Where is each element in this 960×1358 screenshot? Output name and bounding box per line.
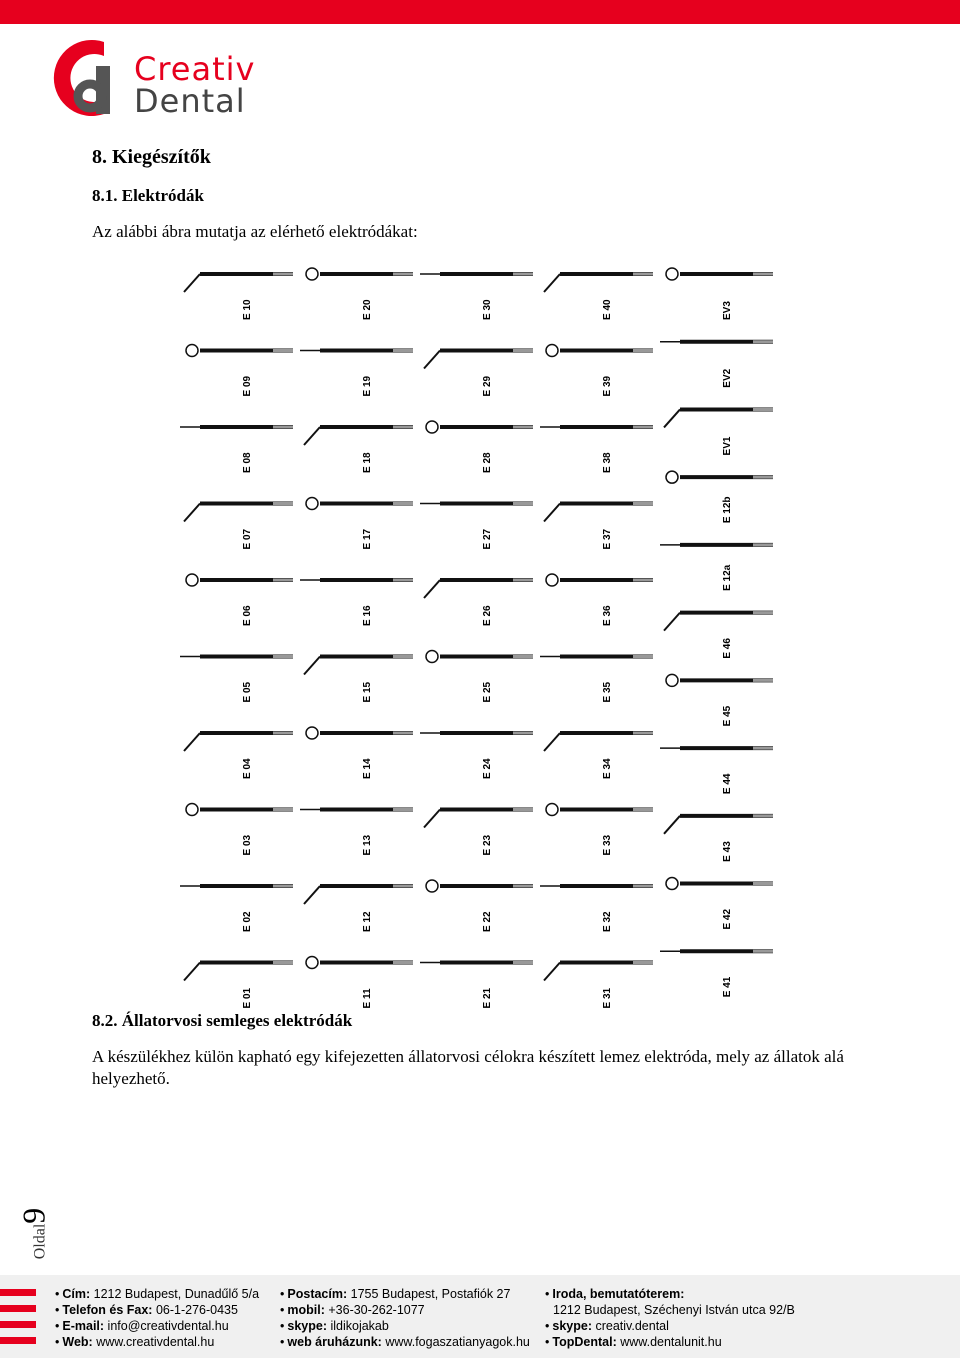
- electrode-label: E 27: [482, 528, 493, 550]
- electrode-label: E 17: [362, 528, 373, 550]
- electrode-e01: [184, 963, 293, 1009]
- electrode-e36: [546, 574, 653, 626]
- electrode-label: EV1: [722, 436, 733, 456]
- electrode-label: E 19: [362, 375, 373, 397]
- electrode-label: E 31: [602, 987, 613, 1009]
- electrode-label: E 16: [362, 605, 373, 626]
- electrode-label: E 06: [242, 605, 253, 626]
- footer-office-heading: • Iroda, bemutatóterem:: [545, 1286, 795, 1302]
- electrode-label: EV3: [722, 301, 733, 320]
- electrode-label: E 23: [482, 834, 493, 856]
- footer-phone: • Telefon és Fax: 06-1-276-0435: [55, 1302, 259, 1318]
- electrode-e39: [546, 345, 653, 397]
- electrode-label: E 10: [242, 299, 253, 320]
- electrode-label: E 09: [242, 375, 253, 397]
- electrode-e15: [304, 657, 413, 703]
- electrode-e12: [304, 886, 413, 932]
- electrode-e41: [660, 951, 773, 997]
- electrode-label: E 08: [242, 452, 253, 473]
- logo-word-dental: Dental: [134, 82, 246, 120]
- electrode-label: E 37: [602, 528, 613, 550]
- footer-skype[interactable]: • skype: ildikojakab: [280, 1318, 530, 1334]
- electrode-label: E 12: [362, 911, 373, 932]
- electrode-label: E 14: [362, 758, 373, 779]
- logo-word-creativ: Creativ: [134, 50, 256, 88]
- electrode-label: E 34: [602, 758, 613, 779]
- top-red-bar: [0, 0, 960, 24]
- electrode-e28: [426, 421, 533, 473]
- electrode-e09: [186, 345, 293, 397]
- electrode-e34: [544, 733, 653, 779]
- electrode-label: E 11: [362, 988, 373, 1009]
- page-number: [15, 1195, 78, 1265]
- electrode-label: E 13: [362, 834, 373, 856]
- electrode-label: E 25: [482, 681, 493, 703]
- electrode-label: E 38: [602, 452, 613, 473]
- electrode-e18: [304, 427, 413, 473]
- electrode-e35: [540, 657, 653, 703]
- creativ-dental-logo: [52, 34, 262, 124]
- electrode-e37: [544, 504, 653, 550]
- electrode-e32: [540, 886, 653, 932]
- electrode-label: E 33: [602, 834, 613, 856]
- page-number-value: 9: [15, 1207, 52, 1224]
- electrode-label: E 30: [482, 299, 493, 320]
- electrode-label: E 46: [722, 638, 733, 659]
- electrode-label: E 41: [722, 976, 733, 998]
- electrode-e11: [306, 957, 413, 1009]
- page-label: Oldal: [31, 1223, 49, 1260]
- electrode-e46: [664, 613, 773, 659]
- electrode-label: E 40: [602, 299, 613, 320]
- electrode-e33: [546, 804, 653, 856]
- electrode-e04: [184, 733, 293, 779]
- electrode-e06: [186, 574, 293, 626]
- electrode-label: E 29: [482, 375, 493, 397]
- electrode-e19: [300, 351, 413, 397]
- footer-postal: • Postacím: 1755 Budapest, Postafiók 27: [280, 1286, 530, 1302]
- footer: [0, 1275, 960, 1358]
- footer-topdental[interactable]: • TopDental: www.dentalunit.hu: [545, 1334, 795, 1350]
- electrode-label: E 18: [362, 452, 373, 473]
- electrode-label: E 43: [722, 841, 733, 862]
- footer-mobile: • mobil: +36-30-262-1077: [280, 1302, 530, 1318]
- electrode-label: E 02: [242, 911, 253, 932]
- footer-postal-column: [280, 1286, 530, 1350]
- electrode-e03: [186, 804, 293, 856]
- footer-web[interactable]: • Web: www.creativdental.hu: [55, 1334, 259, 1350]
- electrode-e17: [306, 498, 413, 550]
- electrode-label: E 45: [722, 705, 733, 727]
- electrode-e30: [420, 274, 533, 320]
- electrode-label: E 24: [482, 758, 493, 779]
- footer-office-skype[interactable]: • skype: creativ.dental: [545, 1318, 795, 1334]
- electrode-e14: [306, 727, 413, 779]
- footer-webshop[interactable]: • web áruházunk: www.fogaszatianyagok.hu: [280, 1334, 530, 1350]
- electrode-label: E 05: [242, 681, 253, 703]
- electrode-label: E 32: [602, 911, 613, 932]
- electrode-ev3: [666, 268, 773, 320]
- electrode-e10: [184, 274, 293, 320]
- electrode-label: E 01: [242, 987, 253, 1009]
- electrode-label: E 26: [482, 605, 493, 626]
- electrode-e25: [426, 651, 533, 703]
- electrode-label: E 12b: [722, 496, 733, 524]
- electrode-e29: [424, 351, 533, 397]
- electrode-e12b: [666, 471, 773, 523]
- electrode-e21: [420, 963, 533, 1009]
- electrode-e08: [180, 427, 293, 473]
- electrode-e31: [544, 963, 653, 1009]
- vet-heading: 8.2. Állatorvosi semleges elektródák: [92, 1011, 353, 1030]
- footer-office-column: [545, 1286, 795, 1350]
- vet-text: A készülékhez külön kapható egy kifejezetten állatorvosi célokra készített lemez elektróda, mely az állatok alá helyezhető.: [92, 1047, 844, 1088]
- subsection-heading: 8.1. Elektródák: [92, 186, 204, 205]
- footer-office-address: 1212 Budapest, Széchenyi István utca 92/B: [553, 1303, 795, 1317]
- electrode-label: E 28: [482, 452, 493, 473]
- electrode-label: E 42: [722, 908, 733, 930]
- electrode-e05: [180, 657, 293, 703]
- electrode-label: E 21: [482, 987, 493, 1009]
- electrode-label: E 35: [602, 681, 613, 703]
- electrode-e13: [300, 810, 413, 856]
- electrode-e23: [424, 810, 533, 856]
- logo-mark-icon: [52, 34, 132, 124]
- electrode-ev2: [660, 342, 773, 388]
- footer-contact-column: [55, 1286, 259, 1350]
- electrode-e26: [424, 580, 533, 626]
- electrode-e44: [660, 748, 773, 794]
- electrode-e43: [664, 816, 773, 862]
- electrode-e02: [180, 886, 293, 932]
- electrode-label: E 39: [602, 375, 613, 397]
- electrode-e07: [184, 504, 293, 550]
- electrode-label: E 15: [362, 681, 373, 703]
- electrode-e24: [420, 733, 533, 779]
- electrode-label: E 44: [722, 773, 733, 795]
- electrode-e45: [666, 674, 773, 726]
- electrode-e22: [426, 880, 533, 932]
- electrode-label: E 22: [482, 911, 493, 932]
- electrode-e27: [420, 504, 533, 550]
- electrode-e38: [540, 427, 653, 473]
- electrode-label: EV2: [722, 368, 733, 388]
- electrode-e12a: [660, 545, 773, 591]
- electrode-e40: [544, 274, 653, 320]
- footer-email[interactable]: • E-mail: info@creativdental.hu: [55, 1318, 259, 1334]
- section-heading: 8. Kiegészítők: [92, 146, 211, 168]
- electrode-label: E 12a: [722, 564, 733, 591]
- electrode-e16: [300, 580, 413, 626]
- electrode-label: E 03: [242, 834, 253, 856]
- electrode-label: E 20: [362, 299, 373, 320]
- electrode-label: E 36: [602, 605, 613, 626]
- electrode-e42: [666, 878, 773, 930]
- electrode-label: E 04: [242, 758, 253, 779]
- electrode-ev1: [664, 409, 773, 455]
- intro-text: Az alábbi ábra mutatja az elérhető elektródákat:: [92, 222, 418, 241]
- electrode-chart: [170, 250, 790, 1015]
- electrode-e20: [306, 268, 413, 320]
- electrode-label: E 07: [242, 528, 253, 550]
- footer-address: • Cím: 1212 Budapest, Dunadűlő 5/a: [55, 1286, 259, 1302]
